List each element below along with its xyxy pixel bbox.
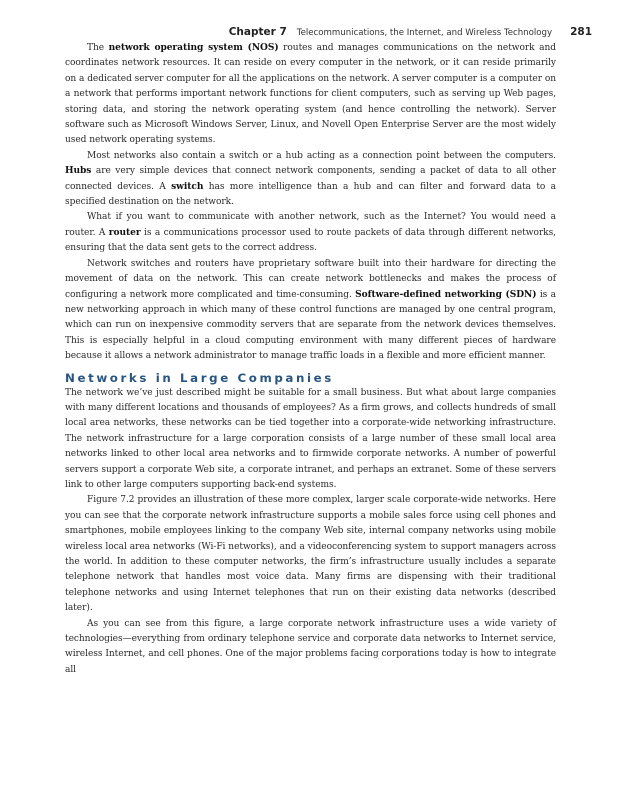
paragraph-hubs-switches: Most networks also contain a switch or a hub acting as a connection point between the computers. Hubs are very simple devices that connect network components, sending a packet of data to all other connected devices. A switch has more intelligence than a hub and can filter and forward data to a specified destination on the network. [65,150,556,208]
term-nos: network operating system (NOS) [108,43,279,53]
chapter-title: Telecommunications, the Internet, and Wireless Technology [296,28,553,38]
paragraph-figure-7-2: Figure 7.2 provides an illustration of these more complex, larger scale corporate-wide networks. Here you can see that the corporate network infrastructure supports a mobile sales force using cell phones and smartphones, mobile employees linking to the company Web site, internal company networks using mobile wireless local area networks (Wi-Fi networks), and a videoconferencing system to support managers across the world. In addition to these computer networks, the firm’s infrastructure usually includes a separate telephone network that handles most voice data. Many firms are dispensing with their traditional telephone networks and using Internet telephones that run on their existing data networks (described later). [65,495,556,614]
section-heading: Networks in Large Companies [65,370,334,385]
paragraph-nos: The network operating system (NOS) routes and manages communications on the network and coordinates network resources. It can reside on every computer in the network, or it can reside primarily on a dedicated server computer for all the applications on the network. A server computer is a computer on a network that performs important network functions for client computers, such as serving up Web pages, storing data, and storing the network operating system (and hence controlling the network). Server software such as Microsoft Windows Server, Linux, and Novell Open Enterprise Server are the most widely used network operating systems. [65,43,556,146]
paragraph-large-companies: The network we’ve just described might be suitable for a small business. But what about large companies with many different locations and thousands of employees? As a firm grows, and collects hundreds of small local area networks, these networks can be tied together into a corporate-wide networking infrastructure. The network infrastructure for a large corporation consists of a large number of these small local area networks linked to other local area networks and to firmwide corporate networks. A number of powerful servers support a corporate Web site, a corporate intranet, and perhaps an extranet. Some of these servers link to other large computers supporting back-end systems. [65,387,556,490]
term-router: router [108,227,141,238]
paragraph-sdn: Network switches and routers have proprietary software built into their hardware for directing the movement of data on the network. This can create network bottlenecks and makes the process of configuring a network more complicated and time-consuming. Software-defined networking (SDN) is a new networking approach in which many of these control functions are managed by one central program, which can run on inexpensive commodity servers that are separate from the network devices themselves. This is especially helpful in a cloud computing environment with many different pieces of hardware because it allows a network administrator to manage traffic loads in a flexible and more efficient manner. [65,258,556,362]
page-number: 281 [570,26,592,38]
paragraph-router: What if you want to communicate with another network, such as the Internet? You would need a router. A router is a communications processor used to route packets of data through different networks, ensuring that the data sent gets to the correct address. [65,212,556,254]
term-switch: switch [171,181,204,192]
chapter-label: Chapter 7 [228,26,287,38]
running-header [229,26,592,38]
body-text [65,41,556,678]
term-hubs: Hubs [65,166,92,177]
paragraph-infrastructure: As you can see from this figure, a large corporate network infrastructure uses a wide variety of technologies—everything from ordinary telephone service and corporate data networks to Internet service, wireless Internet, and cell phones. One of the major problems facing corporations today is how to integrate all [65,618,556,675]
term-sdn: Software-defined networking (SDN) [355,289,537,300]
